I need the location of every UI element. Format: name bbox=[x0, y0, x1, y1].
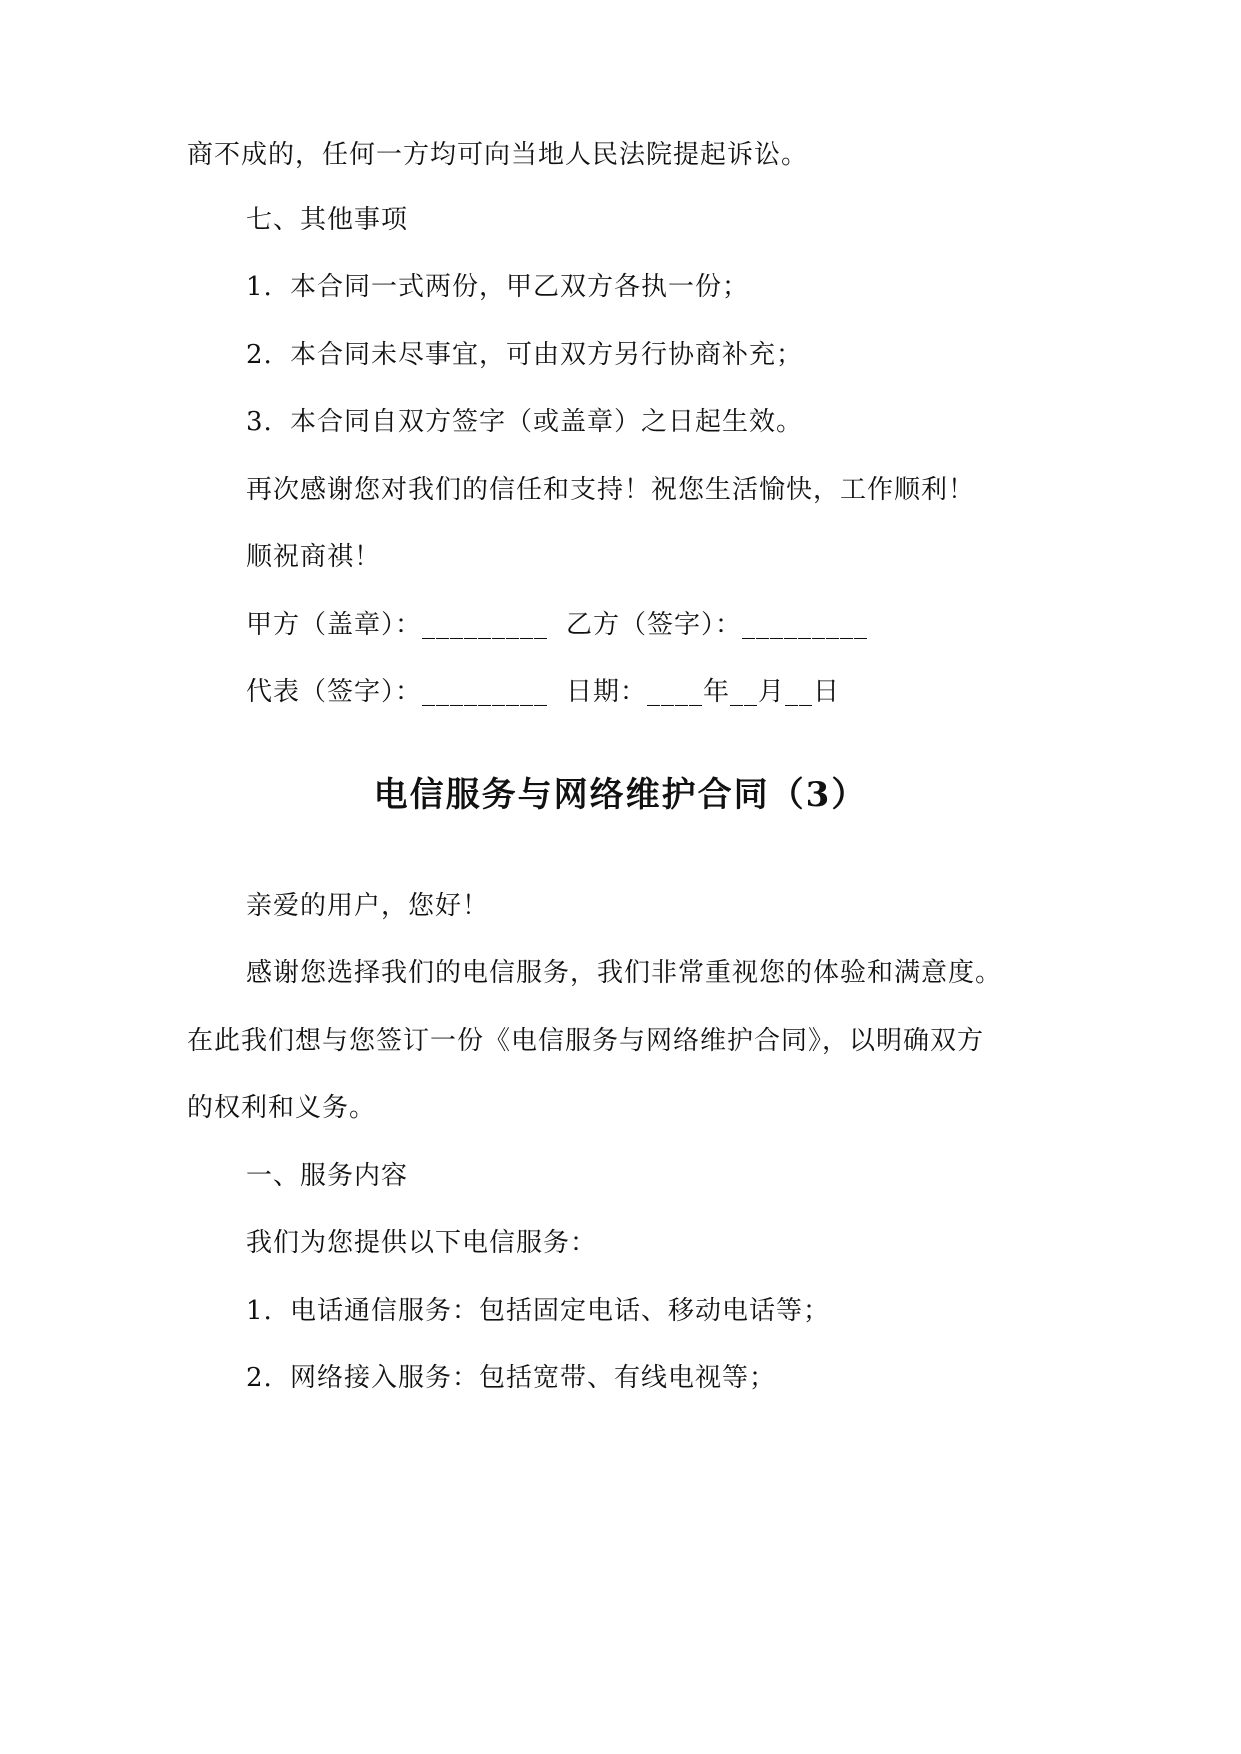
list-item-text: 电话通信服务：包括固定电话、移动电话等； bbox=[290, 1296, 831, 1326]
list-item-number: 3. bbox=[246, 407, 273, 437]
section-heading-service-content: 一、服务内容 bbox=[246, 1161, 409, 1191]
list-item bbox=[246, 337, 803, 373]
party-b-signature-field: 乙方（签字）：_________ bbox=[566, 610, 869, 640]
list-item-text: 网络接入服务：包括宽带、有线电视等； bbox=[290, 1363, 777, 1393]
list-item-text: 本合同自双方签字（或盖章）之日起生效。 bbox=[290, 407, 804, 437]
signature-row-parties bbox=[246, 607, 868, 643]
intro-paragraph-line: 的权利和义务。 bbox=[187, 1093, 377, 1123]
list-item bbox=[246, 1293, 830, 1329]
thanks-paragraph: 再次感谢您对我们的信任和支持！祝您生活愉快，工作顺利！ bbox=[246, 475, 976, 505]
list-item-text: 本合同一式两份，甲乙双方各执一份； bbox=[290, 272, 750, 302]
signature-row-representative bbox=[246, 674, 840, 710]
paragraph-continuation: 商不成的，任何一方均可向当地人民法院提起诉讼。 bbox=[187, 140, 809, 170]
section-heading-other-matters: 七、其他事项 bbox=[246, 205, 409, 235]
list-item-number: 1. bbox=[246, 1296, 273, 1326]
list-item-text: 本合同未尽事宜，可由双方另行协商补充； bbox=[290, 340, 804, 370]
greeting: 亲爱的用户，您好！ bbox=[246, 891, 490, 921]
intro-paragraph-line: 在此我们想与您签订一份《电信服务与网络维护合同》，以明确双方 bbox=[187, 1026, 985, 1056]
party-a-signature-field: 甲方（盖章）：_________ bbox=[246, 610, 549, 640]
representative-signature-field: 代表（签字）：_________ bbox=[246, 677, 549, 707]
services-intro: 我们为您提供以下电信服务： bbox=[246, 1228, 598, 1258]
list-item-number: 1. bbox=[246, 272, 273, 302]
list-item-number: 2. bbox=[246, 1363, 273, 1393]
list-item bbox=[246, 269, 749, 305]
closing-regards: 顺祝商祺！ bbox=[246, 542, 382, 572]
intro-paragraph-line: 感谢您选择我们的电信服务，我们非常重视您的体验和满意度。 bbox=[246, 958, 1003, 988]
list-item bbox=[246, 1360, 776, 1396]
list-item bbox=[246, 404, 803, 440]
list-item-number: 2. bbox=[246, 340, 273, 370]
date-field: 日期：____年__月__日 bbox=[566, 677, 841, 707]
document-title: 电信服务与网络维护合同（3） bbox=[373, 775, 868, 815]
